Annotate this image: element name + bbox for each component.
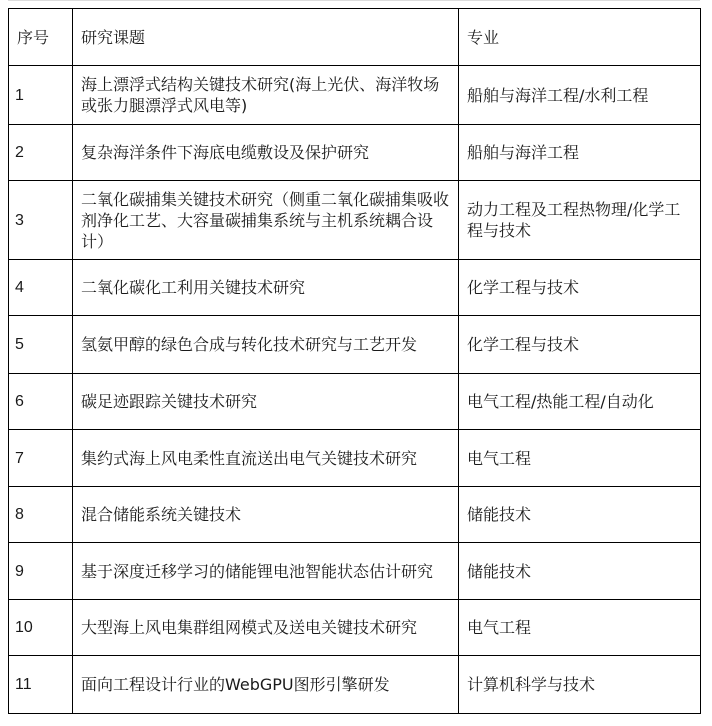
table-row: [9, 600, 701, 656]
row-topic: 二氧化碳化工利用关键技术研究: [73, 260, 459, 316]
table-row: [9, 543, 701, 600]
table-row: [9, 125, 701, 181]
row-major: 电气工程: [459, 430, 701, 487]
row-topic: 基于深度迁移学习的储能锂电池智能状态估计研究: [73, 543, 459, 600]
row-topic: 集约式海上风电柔性直流送出电气关键技术研究: [73, 430, 459, 487]
table-row: [9, 66, 701, 125]
row-major: 电气工程: [459, 600, 701, 656]
table-row: [9, 374, 701, 430]
header-no: 序号: [9, 9, 73, 66]
row-topic: 大型海上风电集群组网模式及送电关键技术研究: [73, 600, 459, 656]
table-row: [9, 181, 701, 260]
row-no: 6: [9, 374, 73, 430]
table-row: [9, 656, 701, 714]
page-top-divider: [8, 0, 700, 1]
header-topic: 研究课题: [73, 9, 459, 66]
row-major: 化学工程与技术: [459, 260, 701, 316]
row-major: 储能技术: [459, 487, 701, 543]
table-row: [9, 487, 701, 543]
row-no: 2: [9, 125, 73, 181]
table-row: [9, 430, 701, 487]
row-topic: 氢氨甲醇的绿色合成与转化技术研究与工艺开发: [73, 316, 459, 374]
row-no: 9: [9, 543, 73, 600]
row-topic: 面向工程设计行业的WebGPU图形引擎研发: [73, 656, 459, 714]
row-topic: 碳足迹跟踪关键技术研究: [73, 374, 459, 430]
row-major: 化学工程与技术: [459, 316, 701, 374]
row-topic: 二氧化碳捕集关键技术研究（侧重二氧化碳捕集吸收剂净化工艺、大容量碳捕集系统与主机系统耦合设计）: [73, 181, 459, 260]
row-topic: 复杂海洋条件下海底电缆敷设及保护研究: [73, 125, 459, 181]
table-row: [9, 316, 701, 374]
table-row: [9, 260, 701, 316]
row-no: 5: [9, 316, 73, 374]
row-major: 计算机科学与技术: [459, 656, 701, 714]
row-no: 1: [9, 66, 73, 125]
row-major: 船舶与海洋工程/水利工程: [459, 66, 701, 125]
research-topics-table: [8, 8, 701, 714]
header-major: 专业: [459, 9, 701, 66]
row-major: 动力工程及工程热物理/化学工程与技术: [459, 181, 701, 260]
row-no: 3: [9, 181, 73, 260]
row-major: 储能技术: [459, 543, 701, 600]
row-no: 7: [9, 430, 73, 487]
row-major: 船舶与海洋工程: [459, 125, 701, 181]
row-no: 4: [9, 260, 73, 316]
row-no: 8: [9, 487, 73, 543]
row-no: 11: [9, 656, 73, 714]
row-topic: 海上漂浮式结构关键技术研究(海上光伏、海洋牧场或张力腿漂浮式风电等): [73, 66, 459, 125]
row-topic: 混合储能系统关键技术: [73, 487, 459, 543]
table-header-row: [9, 9, 701, 66]
row-no: 10: [9, 600, 73, 656]
row-major: 电气工程/热能工程/自动化: [459, 374, 701, 430]
